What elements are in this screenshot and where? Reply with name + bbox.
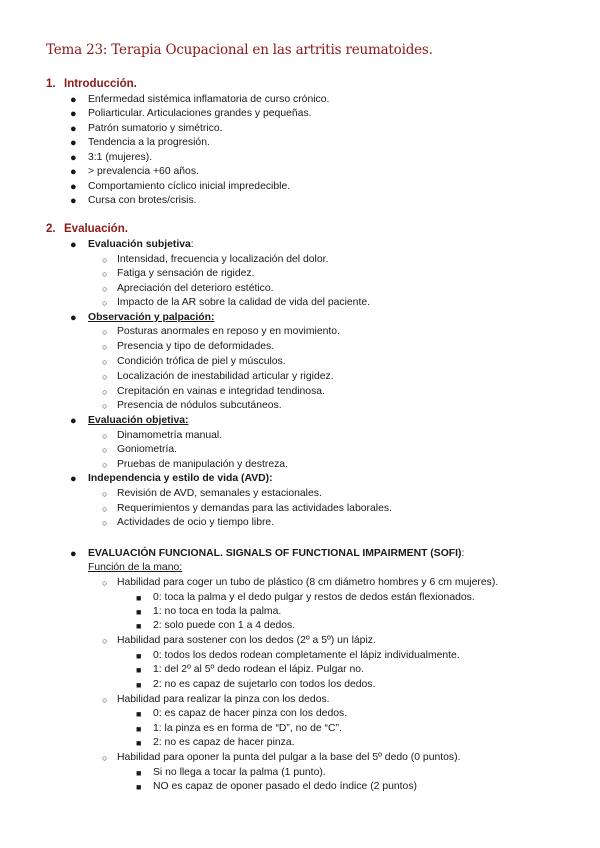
group-label-suffix: : <box>190 239 194 250</box>
list-item: Patrón sumatorio y simétrico. <box>88 123 223 134</box>
bullet-circle: ○ <box>102 753 108 763</box>
group-label-text: Evaluación subjetiva <box>88 239 191 250</box>
list-item: Revisión de AVD, semanales y estacionales. <box>117 488 322 499</box>
bullet-circle: ○ <box>102 460 108 470</box>
bullet-circle: ○ <box>102 342 108 352</box>
list-item: Localización de inestabilidad articular y rigidez. <box>117 371 334 382</box>
functional-heading-suffix: : <box>461 548 465 559</box>
list-subitem: Si no llega a tocar la palma (1 punto). <box>153 767 326 778</box>
bullet-circle: ○ <box>102 489 108 499</box>
list-item: Requerimientos y demandas para las actividades laborales. <box>117 503 392 514</box>
list-subitem: 1: la pinza es en forma de “D”, no de “C”. <box>153 723 342 734</box>
bullet-circle: ○ <box>102 636 108 646</box>
bullet-disc: ● <box>70 123 77 135</box>
bullet-disc: ● <box>70 195 77 207</box>
list-subitem: 0: es capaz de hacer pinza con los dedos. <box>153 708 348 719</box>
list-subitem: 0: toca la palma y el dedo pulgar y restos de dedos están flexionados. <box>153 592 475 603</box>
bullet-disc: ● <box>70 239 77 251</box>
list-item: Presencia de nódulos subcutáneos. <box>117 400 282 411</box>
bullet-disc: ● <box>70 137 77 149</box>
bullet-circle: ○ <box>102 284 108 294</box>
bullet-circle: ○ <box>102 372 108 382</box>
list-item: 3:1 (mujeres). <box>88 152 153 163</box>
list-item: Tendencia a la progresión. <box>88 137 210 148</box>
list-item: Habilidad para oponer la punta del pulgar a la base del 5º dedo (0 puntos). <box>117 752 461 763</box>
bullet-circle: ○ <box>102 387 108 397</box>
bullet-disc: ● <box>70 548 77 560</box>
group-label: Independencia y estilo de vida (AVD): <box>88 473 273 484</box>
bullet-circle: ○ <box>102 357 108 367</box>
list-item: Pruebas de manipulación y destreza. <box>117 459 288 470</box>
group-label: Evaluación objetiva: <box>88 415 189 426</box>
bullet-square: ■ <box>136 680 142 690</box>
list-item: Habilidad para sostener con los dedos (2º a 5º) un lápiz. <box>117 635 376 646</box>
list-item: Habilidad para realizar la pinza con los dedos. <box>117 694 330 705</box>
group-label: Observación y palpación: <box>88 312 215 323</box>
bullet-circle: ○ <box>102 445 108 455</box>
list-item: Presencia y tipo de deformidades. <box>117 341 275 352</box>
list-item: Intensidad, frecuencia y localización del dolor. <box>117 254 329 265</box>
bullet-square: ■ <box>136 621 142 631</box>
list-item: Posturas anormales en reposo y en movimiento. <box>117 326 340 337</box>
bullet-disc: ● <box>70 312 77 324</box>
list-subitem: 2: no es capaz de hacer pinza. <box>153 737 295 748</box>
bullet-square: ■ <box>136 665 142 675</box>
bullet-circle: ○ <box>102 327 108 337</box>
bullet-disc: ● <box>70 473 77 485</box>
functional-heading-text: EVALUACIÓN FUNCIONAL. SIGNALS OF FUNCTIONAL IMPAIRMENT (SOFI) <box>88 548 462 559</box>
list-item: Fatiga y sensación de rigidez. <box>117 268 255 279</box>
bullet-square: ■ <box>136 593 142 603</box>
list-subitem: 2: solo puede con 1 a 4 dedos. <box>153 620 296 631</box>
list-item: Actividades de ocio y tiempo libre. <box>117 517 275 528</box>
bullet-circle: ○ <box>102 298 108 308</box>
list-item: Habilidad para coger un tubo de plástico (8 cm diámetro hombres y 6 cm mujeres). <box>117 577 499 588</box>
bullet-circle: ○ <box>102 269 108 279</box>
section-title: Introducción. <box>64 78 137 90</box>
bullet-disc: ● <box>70 108 77 120</box>
bullet-circle: ○ <box>102 504 108 514</box>
list-subitem: 2: no es capaz de sujetarlo con todos los dedos. <box>153 679 376 690</box>
bullet-disc: ● <box>70 166 77 178</box>
list-item: Apreciación del deterioro estético. <box>117 283 274 294</box>
list-subitem: NO es capaz de oponer pasado el dedo índice (2 puntos) <box>153 781 417 792</box>
bullet-disc: ● <box>70 94 77 106</box>
bullet-disc: ● <box>70 181 77 193</box>
bullet-square: ■ <box>136 724 142 734</box>
bullet-circle: ○ <box>102 401 108 411</box>
section-heading-evaluacion <box>46 223 128 235</box>
functional-subheading: Función de la mano: <box>88 562 183 573</box>
list-item: Impacto de la AR sobre la calidad de vida del paciente. <box>117 297 370 308</box>
bullet-disc: ● <box>70 415 77 427</box>
bullet-square: ■ <box>136 782 142 792</box>
bullet-circle: ○ <box>102 431 108 441</box>
bullet-square: ■ <box>136 768 142 778</box>
bullet-square: ■ <box>136 651 142 661</box>
section-heading-introduccion <box>46 78 137 90</box>
section-title: Evaluación. <box>64 223 128 235</box>
section-number: 2. <box>46 223 56 235</box>
bullet-square: ■ <box>136 709 142 719</box>
bullet-circle: ○ <box>102 518 108 528</box>
list-item: Condición trófica de piel y músculos. <box>117 356 286 367</box>
list-item: Goniometría. <box>117 444 178 455</box>
functional-heading <box>88 547 464 561</box>
bullet-square: ■ <box>136 738 142 748</box>
list-subitem: 1: del 2º al 5º dedo rodean el lápiz. Pulgar no. <box>153 664 364 675</box>
list-item: > prevalencia +60 años. <box>88 166 199 177</box>
list-item: Crepitación en vainas e integridad tendinosa. <box>117 386 325 397</box>
list-item: Comportamiento cíclico inicial impredecible. <box>88 181 291 192</box>
list-subitem: 1: no toca en toda la palma. <box>153 606 282 617</box>
bullet-square: ■ <box>136 607 142 617</box>
bullet-circle: ○ <box>102 695 108 705</box>
group-label <box>88 238 194 252</box>
bullet-circle: ○ <box>102 578 108 588</box>
list-item: Dinamometría manual. <box>117 430 223 441</box>
bullet-disc: ● <box>70 152 77 164</box>
list-item: Enfermedad sistémica inflamatoria de curso crónico. <box>88 94 330 105</box>
section-number: 1. <box>46 78 56 90</box>
bullet-circle: ○ <box>102 255 108 265</box>
list-item: Poliarticular. Articulaciones grandes y pequeñas. <box>88 108 312 119</box>
list-subitem: 0: todos los dedos rodean completamente el lápiz individualmente. <box>153 650 460 661</box>
list-item: Cursa con brotes/crisis. <box>88 195 197 206</box>
document-title: Tema 23: Terapia Ocupacional en las artritis reumatoides. <box>46 42 433 58</box>
